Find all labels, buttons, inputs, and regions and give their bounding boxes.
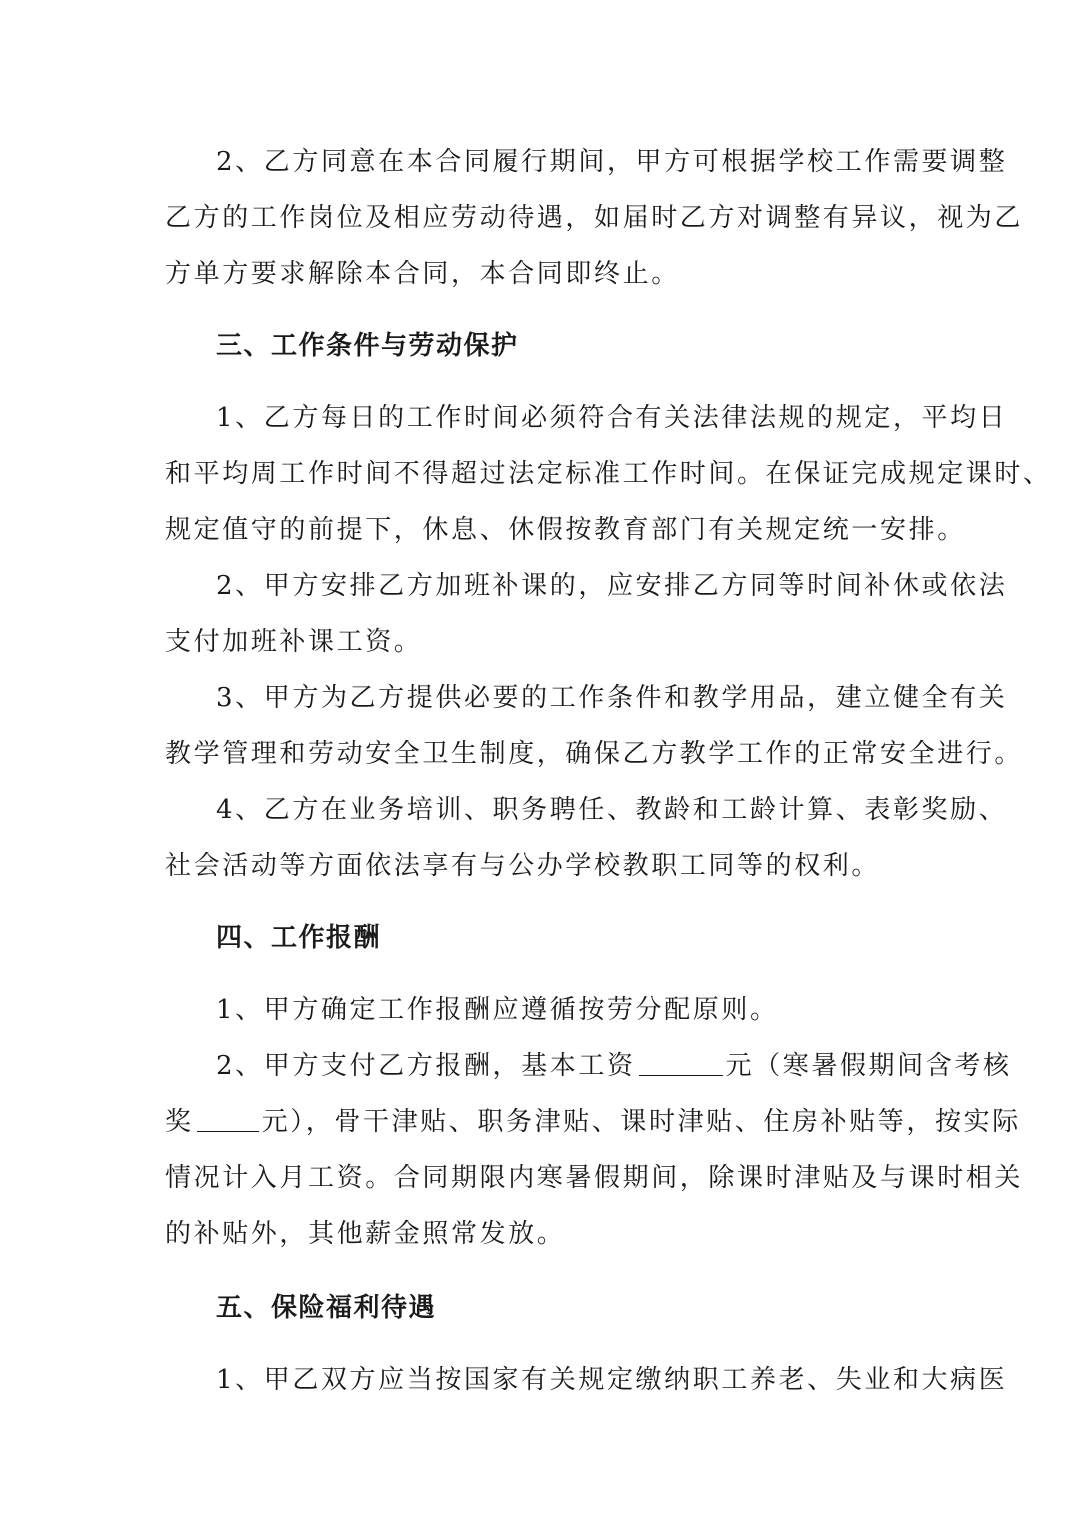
salary-text-before: 2、甲方支付乙方报酬，基本工资: [216, 1051, 636, 1081]
section4-para2-line3: 情况计入月工资。合同期限内寒暑假期间，除课时津贴及与课时相关: [165, 1163, 1024, 1193]
section4-para2-line4: 的补贴外，其他薪金照常发放。: [165, 1219, 566, 1249]
section3-para4-line1: 4、乙方在业务培训、职务聘任、教龄和工龄计算、表彰奖励、: [216, 795, 1008, 825]
section3-para2-line2: 支付加班补课工资。: [165, 627, 423, 657]
section3-para3-line2: 教学管理和劳动安全卫生制度，确保乙方教学工作的正常安全进行。: [165, 739, 1024, 769]
section4-para2-line2: [165, 1104, 1021, 1140]
section3-para3-line1: 3、甲方为乙方提供必要的工作条件和教学用品，建立健全有关: [216, 683, 1008, 713]
section4-heading: 四、工作报酬: [216, 923, 382, 953]
salary-text-after: 元（寒暑假期间含考核: [725, 1051, 1012, 1081]
section3-para2-line1: 2、甲方安排乙方加班补课的，应安排乙方同等时间补休或依法: [216, 571, 1008, 601]
section3-heading: 三、工作条件与劳动保护: [216, 331, 519, 361]
assessment-bonus-blank: [197, 1107, 259, 1132]
section3-para1-line2: 和平均周工作时间不得超过法定标准工作时间。在保证完成规定课时、: [165, 459, 1052, 489]
section4-para1-line1: 1、甲方确定工作报酬应遵循按劳分配原则。: [216, 995, 779, 1025]
bonus-text-before: 奖: [165, 1107, 194, 1137]
section3-para1-line3: 规定值守的前提下，休息、休假按教育部门有关规定统一安排。: [165, 515, 966, 545]
section5-para1-line1: 1、甲乙双方应当按国家有关规定缴纳职工养老、失业和大病医: [216, 1365, 1008, 1395]
section3-para1-line1: 1、乙方每日的工作时间必须符合有关法律法规的规定，平均日: [216, 403, 1008, 433]
section2-para2-line2: 乙方的工作岗位及相应劳动待遇，如届时乙方对调整有异议，视为乙: [165, 203, 1024, 233]
section4-para2-line1: [216, 1048, 1012, 1084]
section3-para4-line2: 社会活动等方面依法享有与公办学校教职工同等的权利。: [165, 851, 881, 881]
section2-para2-line3: 方单方要求解除本合同，本合同即终止。: [165, 259, 680, 289]
bonus-text-after: 元），骨干津贴、职务津贴、课时津贴、住房补贴等，按实际: [261, 1107, 1021, 1137]
base-salary-blank: [639, 1051, 723, 1076]
section2-para2-line1: 2、乙方同意在本合同履行期间，甲方可根据学校工作需要调整: [216, 147, 1008, 177]
section5-heading: 五、保险福利待遇: [216, 1293, 437, 1323]
